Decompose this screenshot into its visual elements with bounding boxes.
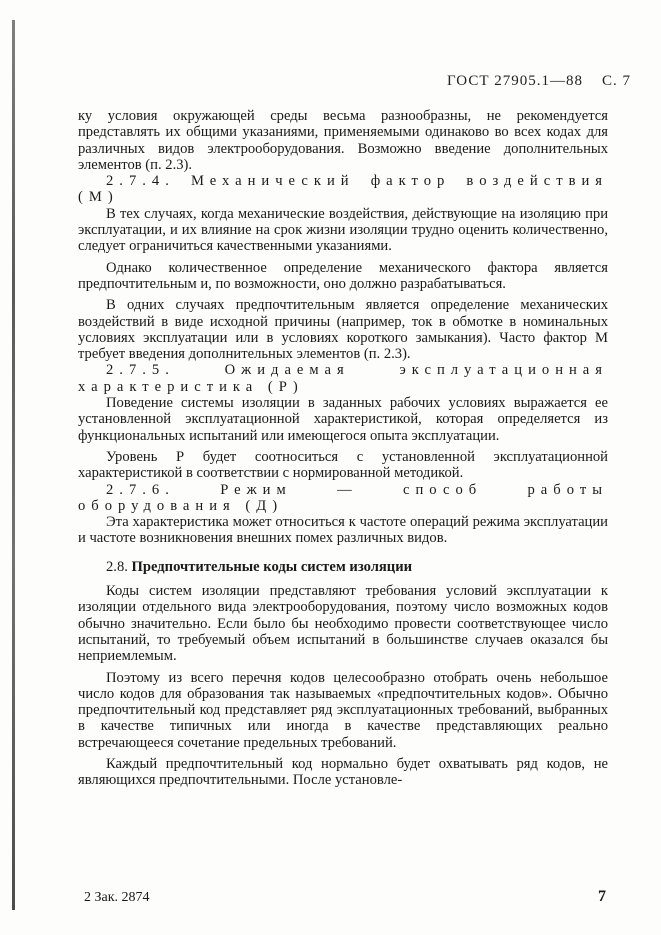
paragraph: Коды систем изоляции представляют требования условий эксплуатации к изоляции отдельного вида электрооборудования, поэтому число возможных кодов обычно значительно. Если было бы необходимо провести соответствующее число испытаний, то требуемый объем испытаний в большинстве случаев оказался бы неприемлемым. — [78, 583, 608, 665]
paragraph: Уровень Р будет соотноситься с установленной эксплуатационной характеристикой в соответствии с нормированной методикой. — [78, 448, 608, 482]
paragraph: Эта характеристика может относиться к частоте операций режима эксплуатации и частоте возникновения внешних помех различных видов. — [78, 514, 608, 547]
standard-number: ГОСТ 27905.1—88 — [447, 73, 583, 89]
heading-2-7-5: 2.7.5. Ожидаемая эксплуатационная характеристика (Р) — [78, 362, 608, 395]
paragraph: В тех случаях, когда механические воздействия, действующие на изоляцию при эксплуатации, и их влияние на срок жизни изоляции трудно оценить количественно, следует ограничиться качественными указаниями. — [78, 205, 608, 255]
page-label: С. 7 — [601, 73, 631, 89]
paragraph-continuation: ку условия окружающей среды весьма разнообразны, не рекомендуется представлять их общими указаниями, применяемыми одинаково во всех кодах для различных видов электрооборудования. Возможно введение дополнительных элементов (п. 2.3). — [78, 108, 608, 173]
paragraph: Однако количественное определение механического фактора является предпочтительным и, по возможности, оно должно разрабатываться. — [78, 259, 608, 292]
footer-order: 2 Зак. 2874 — [84, 890, 150, 905]
heading-2-7-4: 2.7.4. Механический фактор воздействия (М) — [78, 173, 608, 206]
paragraph: Поэтому из всего перечня кодов целесообразно отобрать очень небольшое число кодов для образования так называемых «предпочтительных кодов». Обычно предпочтительный код представляет ряд эксплуатационных требований, выбранных в качестве типичных или иногда в качестве представляющих реально встречающееся сочетание предельных требований. — [78, 669, 608, 751]
paragraph: Поведение системы изоляции в заданных рабочих условиях выражается ее установленной эксплуатационной характеристикой, которая определяется из функциональных испытаний или имеющегося опыта эксплуатации. — [78, 395, 608, 444]
paragraph: В одних случаях предпочтительным является определение механических воздействий в виде исходной причины (например, ток в обмотке в номинальных условиях эксплуатации или в условиях короткого замыкания). Часто фактор М требует введения дополнительных элементов (п. 2.3). — [78, 297, 608, 363]
page-body — [78, 108, 608, 789]
scan-edge-line — [12, 20, 15, 910]
page-header — [447, 73, 631, 90]
section-heading-2-8 — [78, 559, 608, 575]
heading-2-7-6: 2.7.6. Режим — способ работы оборудования (Д) — [78, 481, 608, 514]
section-title: Предпочтительные коды систем изоляции — [131, 558, 413, 575]
paragraph: Каждый предпочтительный код нормально будет охватывать ряд кодов, не являющихся предпочтительными. После установле- — [78, 755, 608, 789]
footer-page-number: 7 — [598, 888, 606, 905]
section-number: 2.8. — [106, 558, 128, 575]
